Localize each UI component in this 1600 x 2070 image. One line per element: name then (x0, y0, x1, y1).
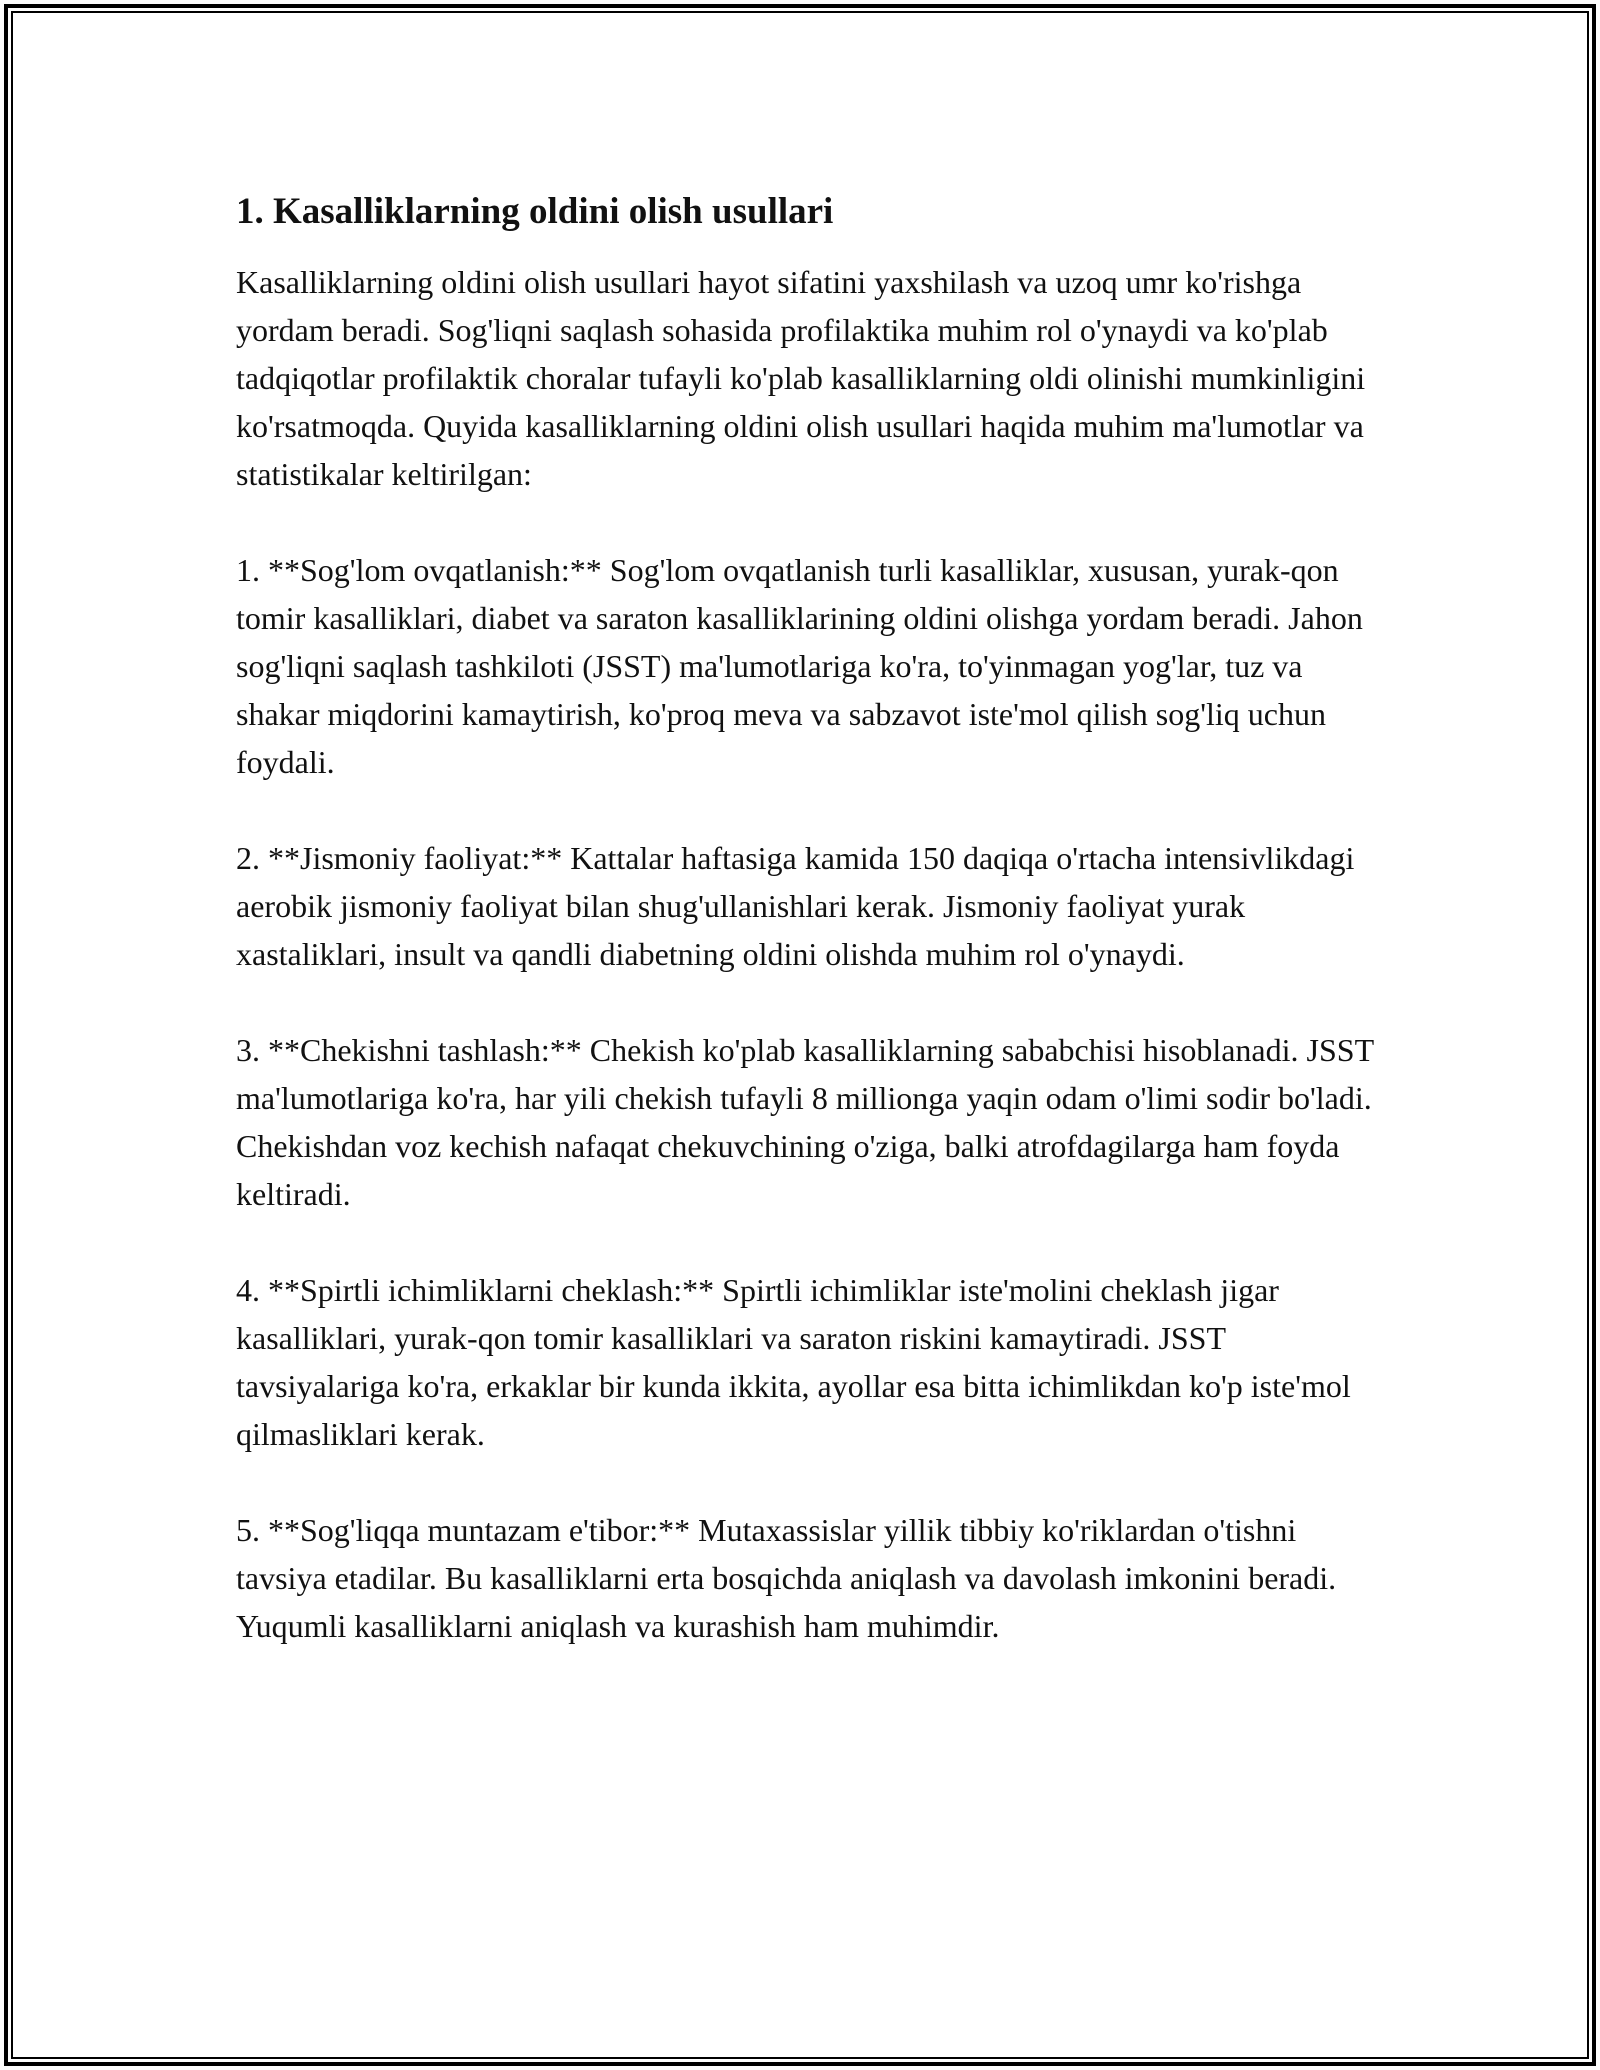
document-body (236, 188, 1376, 1650)
intro-paragraph: Kasalliklarning oldini olish usullari hayot sifatini yaxshilash va uzoq umr ko'rishga yordam beradi. Sog'liqni saqlash sohasida profilaktika muhim rol o'ynaydi va ko'plab tadqiqotlar profilaktik choralar tufayli ko'plab kasalliklarning oldi olinishi mumkinligini ko'rsatmoqda. Quyida kasalliklarning oldini olish usullari haqida muhim ma'lumotlar va statistikalar keltirilgan: (236, 264, 1366, 492)
list-item-limit-alcohol: 4. **Spirtli ichimliklarni cheklash:** Spirtli ichimliklar iste'molini cheklash jigar kasalliklari, yurak-qon tomir kasalliklari va saraton riskini kamaytiradi. JSST tavsiyalariga ko'ra, erkaklar bir kunda ikkita, ayollar esa bitta ichimlikdan ko'p iste'mol qilmasliklari kerak. (236, 1272, 1351, 1452)
list-item-healthy-eating: 1. **Sog'lom ovqatlanish:** Sog'lom ovqatlanish turli kasalliklar, xususan, yurak-qon tomir kasalliklari, diabet va saraton kasalliklarining oldini olishga yordam beradi. Jahon sog'liqni saqlash tashkiloti (JSST) ma'lumotlariga ko'ra, to'yinmagan yog'lar, tuz va shakar miqdorini kamaytirish, ko'proq meva va sabzavot iste'mol qilish sog'liq uchun foydali. (236, 552, 1363, 780)
list-item-physical-activity: 2. **Jismoniy faoliyat:** Kattalar haftasiga kamida 150 daqiqa o'rtacha intensivlikdagi aerobik jismoniy faoliyat bilan shug'ullanishlari kerak. Jismoniy faoliyat yurak xastaliklari, insult va qandli diabetning oldini olishda muhim rol o'ynaydi. (236, 840, 1355, 972)
list-item-regular-checkups: 5. **Sog'liqqa muntazam e'tibor:** Mutaxassislar yillik tibbiy ko'riklardan o'tishni tavsiya etadilar. Bu kasalliklarni erta bosqichda aniqlash va davolash imkonini beradi. Yuqumli kasalliklarni aniqlash va kurashish ham muhimdir. (236, 1512, 1337, 1644)
section-title: 1. Kasalliklarning oldini olish usullari (236, 191, 834, 232)
list-item-quit-smoking: 3. **Chekishni tashlash:** Chekish ko'plab kasalliklarning sababchisi hisoblanadi. JSST ma'lumotlariga ko'ra, har yili chekish tufayli 8 millionga yaqin odam o'limi sodir bo'ladi. Chekishdan voz kechish nafaqat chekuvchining o'ziga, balki atrofdagilarga ham foyda keltiradi. (236, 1032, 1374, 1212)
